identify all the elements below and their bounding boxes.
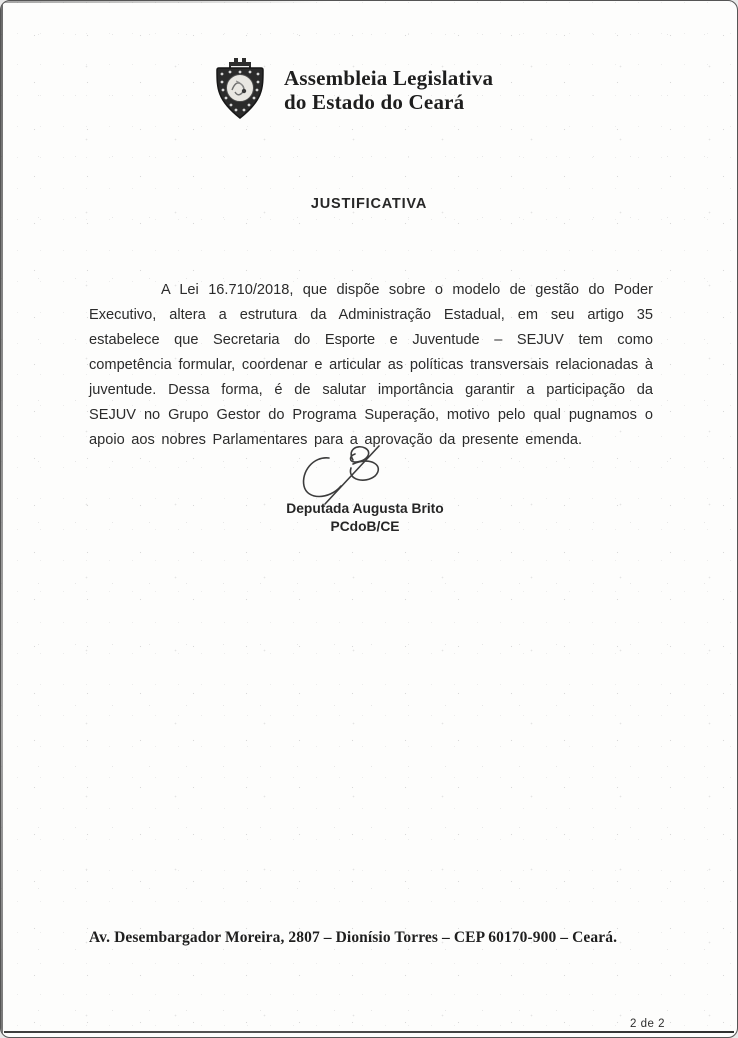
signature-block [1, 444, 737, 536]
justification-paragraph: A Lei 16.710/2018, que dispõe sobre o modelo de gestão do Poder Executivo, altera a estrutura da Administração Estadual, em seu artigo 35 estabelece que Secretaria do Esporte e Juventude – SEJUV tem como competência formular, coordenar e articular as políticas transversais relacionadas à juventude. Dessa forma, é de salutar importância garantir a participação da SEJUV no Grupo Gestor do Programa Superação, motivo pelo qual pugnamos o apoio aos nobres Parlamentares para a aprovação da presente emenda. [89, 281, 653, 448]
org-name-line2: do Estado do Ceará [284, 90, 465, 114]
ceara-coat-of-arms-icon [206, 56, 274, 126]
handwritten-signature-icon [291, 444, 403, 506]
signer-party: PCdoB/CE [330, 518, 400, 534]
org-name [284, 67, 493, 114]
document-title: JUSTIFICATIVA [310, 196, 428, 212]
org-name-line1: Assembleia Legislativa [284, 66, 494, 91]
page-indicator: 2 de 2 [630, 1018, 665, 1030]
scan-edge-artifact [1, 1, 332, 3]
letterhead [206, 56, 493, 126]
footer-rule [4, 1031, 734, 1033]
signer-name: Deputada Augusta Brito [286, 501, 444, 516]
footer-address: Av. Desembargador Moreira, 2807 – Dionísio Torres – CEP 60170-900 – Ceará. [89, 929, 618, 946]
